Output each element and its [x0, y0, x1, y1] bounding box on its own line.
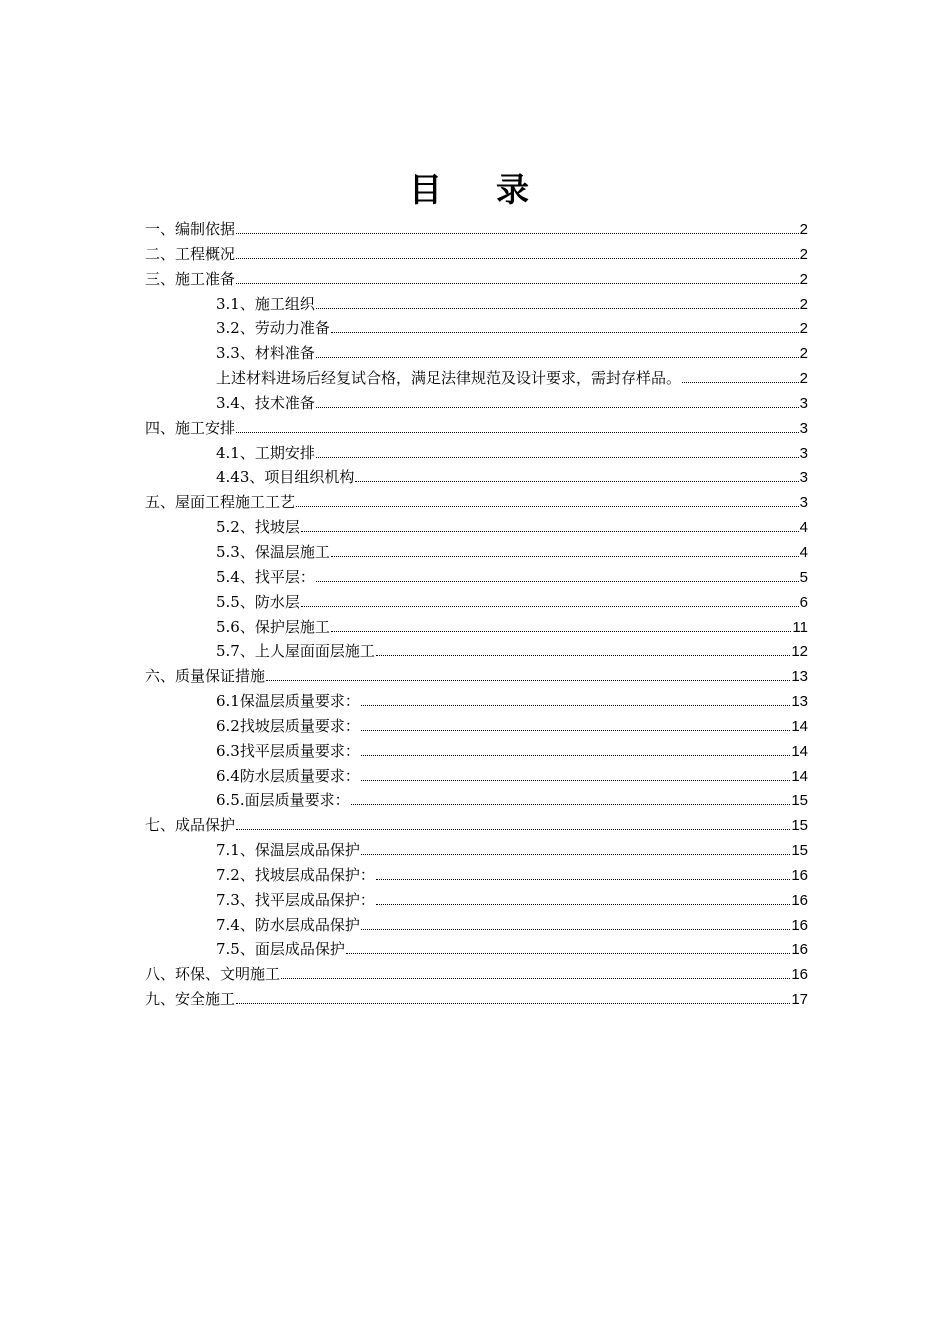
toc-entry[interactable]	[145, 465, 808, 490]
toc-entry[interactable]	[145, 664, 808, 689]
toc-entry-label: 三、施工准备	[145, 269, 236, 288]
table-of-contents	[145, 217, 808, 1012]
toc-dot-leader	[361, 925, 790, 930]
toc-entry[interactable]	[145, 391, 808, 416]
toc-page-number: 2	[799, 370, 808, 388]
toc-dot-leader	[236, 254, 799, 259]
toc-entry[interactable]	[145, 590, 808, 615]
toc-page-number: 16	[791, 916, 808, 934]
toc-entry-label: 6.4防水层质量要求：	[216, 766, 360, 785]
toc-entry[interactable]	[145, 416, 808, 441]
toc-entry[interactable]	[145, 490, 808, 515]
toc-entry-label: 二、工程概况	[145, 244, 236, 263]
toc-entry-label: 五、屋面工程施工工艺	[145, 493, 296, 512]
toc-dot-leader	[331, 627, 792, 632]
toc-dot-leader	[355, 477, 798, 482]
toc-entry-label: 5.7、上人屋面面层施工	[216, 642, 375, 661]
toc-dot-leader	[301, 602, 799, 607]
toc-entry-label: 5.2、找坡层	[216, 518, 300, 537]
toc-entry-label: 5.6、保护层施工	[216, 617, 330, 636]
toc-entry[interactable]	[145, 987, 808, 1012]
toc-page-number: 3	[799, 394, 808, 412]
toc-entry[interactable]	[145, 689, 808, 714]
toc-entry-label: 5.3、保温层施工	[216, 542, 330, 561]
toc-entry-label: 5.5、防水层	[216, 592, 300, 611]
toc-entry[interactable]	[145, 639, 808, 664]
toc-page-number: 15	[791, 817, 808, 835]
toc-dot-leader	[301, 527, 799, 532]
toc-dot-leader	[236, 229, 799, 234]
toc-dot-leader	[236, 825, 790, 830]
toc-page-number: 16	[791, 866, 808, 884]
toc-entry-label: 4.43、项目组织机构	[216, 468, 355, 487]
toc-entry[interactable]	[145, 838, 808, 863]
toc-dot-leader	[236, 428, 799, 433]
toc-dot-leader	[361, 850, 790, 855]
toc-entry[interactable]	[145, 292, 808, 317]
toc-page-number: 13	[791, 668, 808, 686]
toc-entry-label: 四、施工安排	[145, 418, 236, 437]
toc-dot-leader	[316, 403, 799, 408]
toc-entry-label: 3.1、施工组织	[216, 294, 315, 313]
toc-entry-label: 4.1、工期安排	[216, 443, 315, 462]
toc-entry-label: 7.5、面层成品保护	[216, 940, 345, 959]
toc-dot-leader	[316, 353, 799, 358]
toc-dot-leader	[376, 651, 790, 656]
toc-page-number: 14	[791, 717, 808, 735]
toc-dot-leader	[236, 999, 790, 1004]
toc-entry-label: 八、环保、文明施工	[145, 965, 281, 984]
toc-title: 目录	[409, 170, 583, 210]
toc-dot-leader	[316, 453, 799, 458]
toc-page-number: 2	[799, 295, 808, 313]
toc-entry[interactable]	[145, 341, 808, 366]
toc-page-number: 12	[791, 643, 808, 661]
toc-dot-leader	[236, 279, 799, 284]
toc-page-number: 14	[791, 767, 808, 785]
toc-entry-label: 7.1、保温层成品保护	[216, 841, 360, 860]
toc-entry[interactable]	[145, 515, 808, 540]
toc-entry-label: 6.5.面层质量要求：	[216, 791, 350, 810]
toc-page-number: 3	[799, 469, 808, 487]
toc-page-number: 11	[792, 618, 808, 636]
toc-dot-leader	[351, 800, 791, 805]
toc-entry-label: 6.2找坡层质量要求：	[216, 716, 360, 735]
toc-entry[interactable]	[145, 764, 808, 789]
toc-page-number: 17	[791, 991, 808, 1009]
toc-page-number: 14	[791, 742, 808, 760]
toc-dot-leader	[376, 900, 790, 905]
toc-entry[interactable]	[145, 242, 808, 267]
toc-dot-leader	[682, 378, 799, 383]
toc-dot-leader	[361, 751, 790, 756]
toc-entry-label: 3.3、材料准备	[216, 344, 315, 363]
toc-dot-leader	[361, 776, 790, 781]
toc-entry[interactable]	[145, 217, 808, 242]
toc-entry-label: 九、安全施工	[145, 990, 236, 1009]
toc-entry[interactable]	[145, 714, 808, 739]
toc-entry-label: 7.3、找平层成品保护：	[216, 890, 375, 909]
toc-page-number: 16	[791, 941, 808, 959]
toc-page-number: 2	[799, 221, 808, 238]
toc-dot-leader	[376, 875, 790, 880]
toc-dot-leader	[316, 304, 799, 309]
toc-entry-label: 七、成品保护	[145, 816, 236, 835]
toc-entry-label: 一、编制依据	[145, 220, 236, 238]
toc-page-number: 16	[791, 891, 808, 909]
toc-page-number: 2	[799, 345, 808, 363]
toc-entry-label: 7.4、防水层成品保护	[216, 915, 360, 934]
toc-entry-label: 7.2、找坡层成品保护：	[216, 865, 375, 884]
toc-page-number: 3	[799, 444, 808, 462]
toc-dot-leader	[361, 701, 790, 706]
toc-page-number: 5	[799, 568, 808, 586]
toc-page-number: 13	[791, 693, 808, 711]
toc-entry-label: 6.1保温层质量要求：	[216, 692, 360, 711]
toc-entry[interactable]	[145, 441, 808, 466]
toc-entry[interactable]	[145, 267, 808, 292]
toc-dot-leader	[281, 974, 790, 979]
toc-entry-label: 六、质量保证措施	[145, 667, 266, 686]
toc-dot-leader	[316, 577, 799, 582]
toc-entry[interactable]	[145, 540, 808, 565]
toc-entry[interactable]	[145, 615, 808, 640]
toc-page-number: 2	[799, 320, 808, 338]
toc-page-number: 15	[791, 842, 808, 860]
toc-entry[interactable]	[145, 863, 808, 888]
toc-entry[interactable]	[145, 888, 808, 913]
toc-entry-label: 3.2、劳动力准备	[216, 319, 330, 338]
toc-entry-label: 3.4、技术准备	[216, 393, 315, 412]
toc-entry[interactable]	[145, 962, 808, 987]
toc-dot-leader	[296, 502, 799, 507]
toc-page-number: 4	[799, 519, 808, 537]
toc-entry[interactable]	[145, 316, 808, 341]
toc-entry-label: 6.3找平层质量要求：	[216, 741, 360, 760]
toc-page-number: 2	[799, 270, 808, 288]
toc-entry[interactable]	[145, 813, 808, 838]
toc-entry-label: 上述材料进场后经复试合格，满足法律规范及设计要求，需封存样品。	[216, 369, 682, 388]
toc-entry[interactable]	[145, 788, 808, 813]
toc-entry[interactable]	[145, 565, 808, 590]
toc-page-number: 4	[799, 543, 808, 561]
toc-entry[interactable]	[145, 366, 808, 391]
toc-page-number: 15	[791, 792, 808, 810]
toc-page-number: 3	[799, 494, 808, 512]
toc-entry[interactable]	[145, 937, 808, 962]
toc-dot-leader	[361, 726, 790, 731]
toc-page-number: 2	[799, 245, 808, 263]
toc-entry[interactable]	[145, 739, 808, 764]
toc-entry[interactable]	[145, 913, 808, 938]
toc-page-number: 6	[799, 593, 808, 611]
toc-page-number: 3	[799, 419, 808, 437]
toc-dot-leader	[266, 676, 790, 681]
toc-dot-leader	[331, 552, 799, 557]
toc-dot-leader	[346, 949, 790, 954]
toc-entry-label: 5.4、找平层：	[216, 567, 315, 586]
toc-dot-leader	[331, 328, 799, 333]
toc-page-number: 16	[791, 966, 808, 984]
